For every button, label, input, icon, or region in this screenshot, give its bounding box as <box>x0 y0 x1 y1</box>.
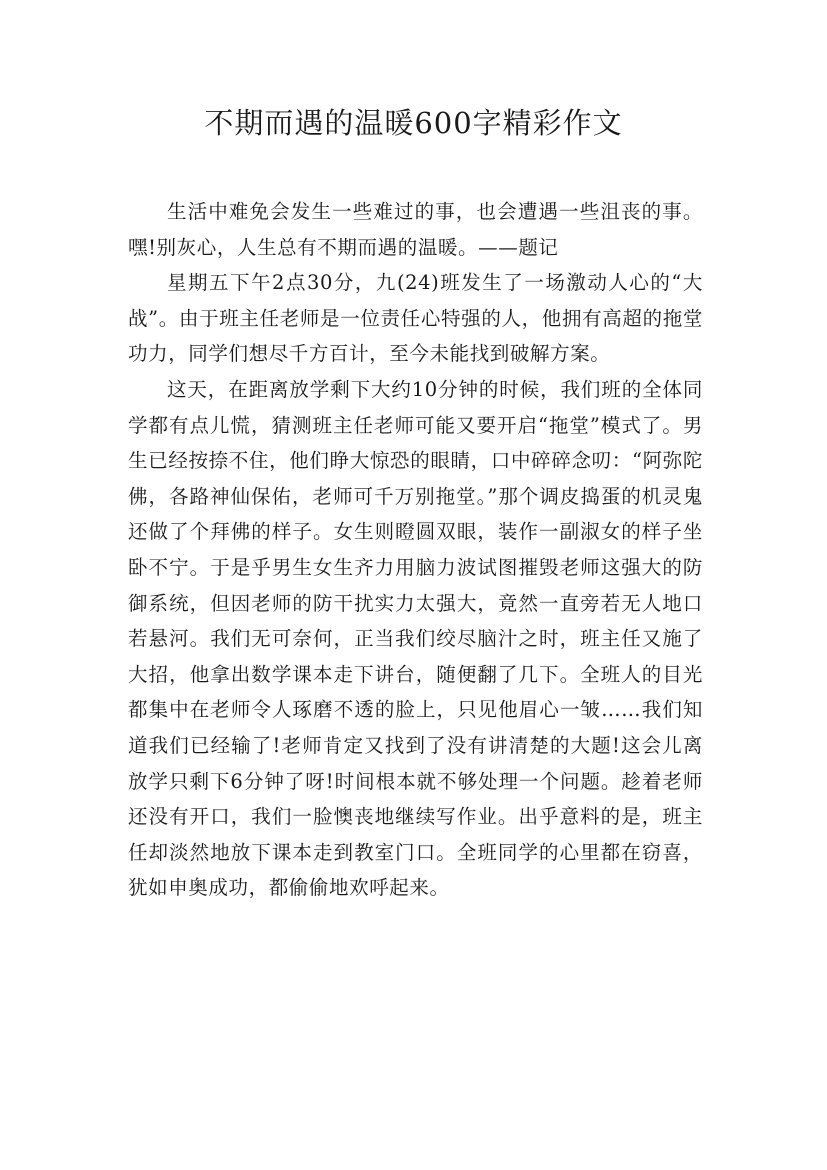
document-body <box>128 194 703 906</box>
document-title: 不期而遇的温暖600字精彩作文 <box>204 106 623 140</box>
paragraph-intro: 星期五下午2点30分，九(24)班发生了一场激动人心的“大战”。由于班主任老师是一位责任心特强的人，他拥有高超的拖堂功力，同学们想尽千方百计，至今未能找到破解方案。 <box>128 271 703 366</box>
paragraph-epigraph: 生活中难免会发生一些难过的事，也会遭遇一些沮丧的事。嘿!别灰心，人生总有不期而遇的温暖。——题记 <box>128 200 703 259</box>
paragraph-story: 这天，在距离放学剩下大约10分钟的时候，我们班的全体同学都有点儿慌，猜测班主任老师可能又要开启“拖堂”模式了。男生已经按捺不住，他们睁大惊恐的眼睛，口中碎碎念叨：“阿弥陀佛，各路神仙保佑，老师可千万别拖堂。”那个调皮捣蛋的机灵鬼还做了个拜佛的样子。女生则瞪圆双眼，装作一副淑女的样子坐卧不宁。于是乎男生女生齐力用脑力波试图摧毁老师这强大的防御系统，但因老师的防干扰实力太强大，竟然一直旁若无人地口若悬河。我们无可奈何，正当我们绞尽脑汁之时，班主任又施了大招，他拿出数学课本走下讲台，随便翻了几下。全班人的目光都集中在老师令人琢磨不透的脸上，只见他眉心一皱……我们知道我们已经输了!老师肯定又找到了没有讲清楚的大题!这会儿离放学只剩下6分钟了呀!时间根本就不够处理一个问题。趁着老师还没有开口，我们一脸懊丧地继续写作业。出乎意料的是，班主任却淡然地放下课本走到教室门口。全班同学的心里都在窃喜，犹如申奥成功，都偷偷地欢呼起来。 <box>128 377 703 900</box>
